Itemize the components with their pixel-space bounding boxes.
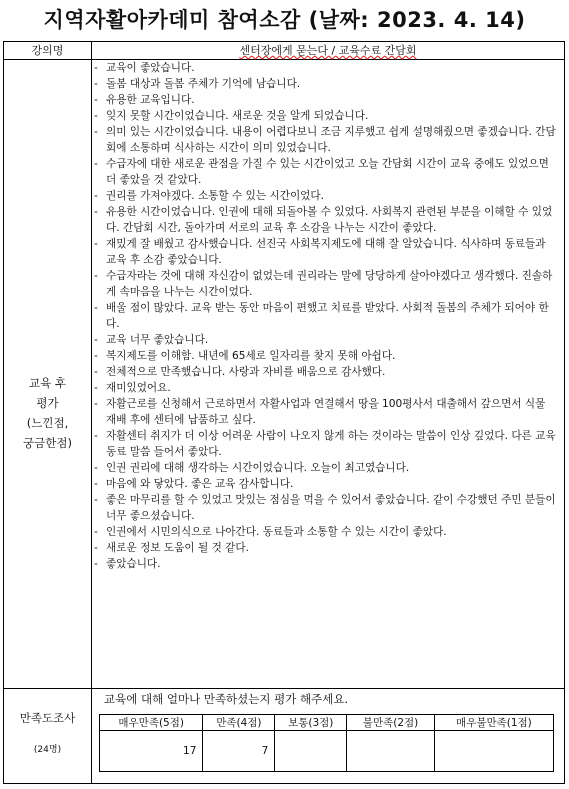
value-very-satisfied: 17 xyxy=(100,731,203,772)
feedback-item: - 돌봄 대상과 돌봄 주체가 기억에 남습니다. xyxy=(94,78,301,90)
feedback-item: - 재미있었어요. xyxy=(94,382,171,394)
feedback-form xyxy=(3,41,565,784)
column-very-satisfied: 매우만족(5점) xyxy=(100,715,203,731)
evaluation-label-line: 교육 후 xyxy=(29,376,66,390)
satisfaction-prompt: 교육에 대해 얼마나 만족하셨는지 평가 해주세요. xyxy=(104,692,349,706)
feedback-item: - 배울 점이 많았다. 교육 받는 동안 마음이 편했고 치료를 받았다. 사회적 돌봄의 주체가 되어야 한다. xyxy=(94,302,549,330)
feedback-item: - 교육 너무 좋았습니다. xyxy=(94,334,209,346)
feedback-item: - 인권 권리에 대해 생각하는 시간이었습니다. 오늘이 최고였습니다. xyxy=(94,462,410,474)
feedback-list xyxy=(94,60,558,572)
feedback-item: - 재밌게 잘 배웠고 감사했습니다. 선진국 사회복지제도에 대해 잘 알았습니다. 식사하며 동료들과 교육 후 소감 좋았습니다. xyxy=(94,238,546,266)
evaluation-label-line: 궁금한점) xyxy=(23,436,72,450)
feedback-item: - 새로운 정보 도움이 될 것 같다. xyxy=(94,542,250,554)
feedback-item: - 수급자에 대한 새로운 관점을 가질 수 있는 시간이었고 오늘 간담회 시간이 교육 중에도 있었으면 더 좋았을 것 같았다. xyxy=(94,158,549,186)
feedback-item: - 인권에서 시민의식으로 나아간다. 동료들과 소통할 수 있는 시간이 좋았다. xyxy=(94,526,447,538)
satisfaction-header-row xyxy=(100,715,554,731)
page-title: 지역자활아카데미 참여소감 (날짜: 2023. 4. 14) xyxy=(43,8,526,32)
column-very-dissatisfied: 매우불만족(1점) xyxy=(434,715,553,731)
satisfaction-label: 만족도조사 xyxy=(19,711,76,725)
feedback-item: - 교육이 좋았습니다. xyxy=(94,62,195,74)
column-dissatisfied: 불만족(2점) xyxy=(347,715,435,731)
evaluation-label-line: (느낀점, xyxy=(26,416,69,430)
feedback-item: - 자활근로를 신청해서 근로하면서 자활사업과 연결해서 땅을 100평사서 대출해서 갚으면서 식물 재배 후에 센터에 납품하고 싶다. xyxy=(94,398,546,426)
feedback-item: - 잊지 못할 시간이었습니다. 새로운 것을 알게 되었습니다. xyxy=(94,110,369,122)
value-satisfied: 7 xyxy=(203,731,275,772)
section-divider xyxy=(4,688,564,689)
respondent-count: (24명) xyxy=(33,745,62,755)
lecture-subject xyxy=(92,42,564,59)
column-divider xyxy=(91,42,92,783)
evaluation-label-line: 평가 xyxy=(36,396,59,410)
feedback-item: - 좋았습니다. xyxy=(94,558,161,570)
feedback-item: - 자활센터 취지가 더 이상 어려운 사람이 나오지 않게 하는 것이라는 말씀이 인상 깊었다. 다른 교육 동료 말씀 들어서 좋았다. xyxy=(94,430,556,458)
column-neutral: 보통(3점) xyxy=(275,715,347,731)
feedback-item: - 유용한 시간이었습니다. 인권에 대해 되돌아볼 수 있었다. 사회복지 관련된 부분을 이해할 수 있었다. 간담회 시간, 돌아가며 서로의 교육 후 소감을 나누는 시간이 좋았다. xyxy=(94,206,553,234)
lecture-name-label: 강의명 xyxy=(4,42,91,59)
evaluation-label xyxy=(4,373,91,453)
satisfaction-table xyxy=(99,714,554,772)
feedback-item: - 전체적으로 만족했습니다. 사랑과 자비를 배움으로 감사했다. xyxy=(94,366,386,378)
value-very-dissatisfied xyxy=(434,731,553,772)
column-satisfied: 만족(4점) xyxy=(203,715,275,731)
feedback-item: - 의미 있는 시간이었습니다. 내용이 어렵다보니 조금 지루했고 쉽게 설명해줬으면 좋겠습니다. 간담회에 소통하며 식사하는 시간이 의미 있었습니다. xyxy=(94,126,556,154)
value-neutral xyxy=(275,731,347,772)
feedback-item: - 유용한 교육입니다. xyxy=(94,94,195,106)
feedback-item: - 마음에 와 닿았다. 좋은 교육 감사합니다. xyxy=(94,478,294,490)
feedback-item: - 권리를 가져야겠다. 소통할 수 있는 시간이었다. xyxy=(94,190,325,202)
feedback-item: - 수급자라는 것에 대해 자신감이 없었는데 권리라는 말에 당당하게 살아야겠다고 생각했다. 진솔하게 속마음을 나누는 시간이었다. xyxy=(94,270,553,298)
satisfaction-value-row xyxy=(100,731,554,772)
feedback-item: - 좋은 마무리를 할 수 있었고 맛있는 점심을 먹을 수 있어서 좋았습니다. 같이 수강했던 주민 분들이 너무 좋으셨습니다. xyxy=(94,494,556,522)
lecture-subject-text: 센터장에게 묻는다 / 교육수료 간담회 xyxy=(239,44,417,57)
value-dissatisfied xyxy=(347,731,435,772)
feedback-item: - 복지제도를 이해함. 내년에 65세로 일자리를 찾지 못해 아쉽다. xyxy=(94,350,396,362)
